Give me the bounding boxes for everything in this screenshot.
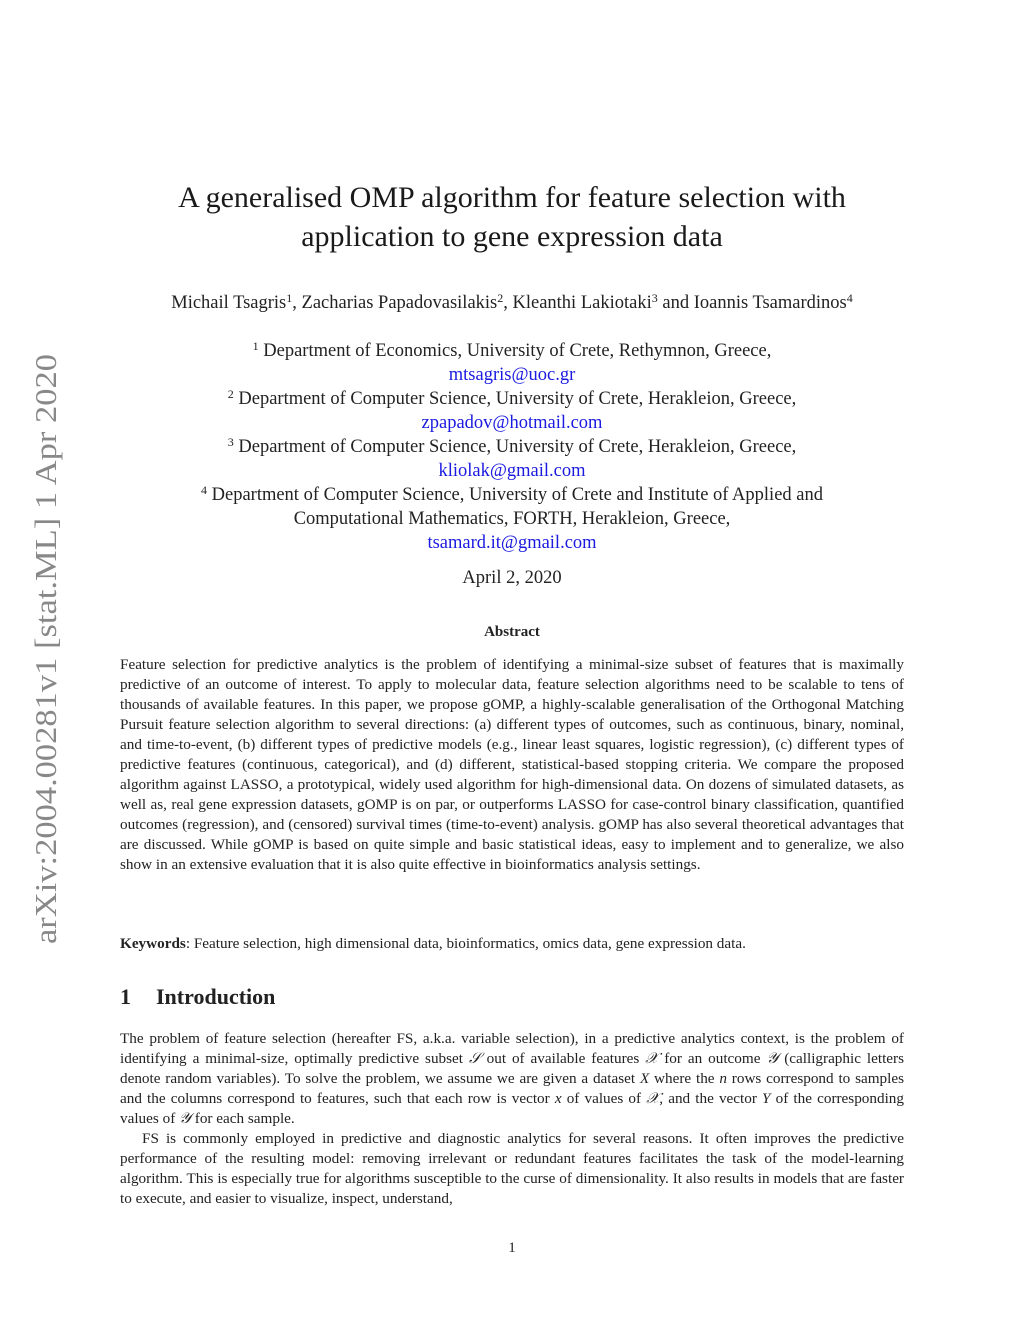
affiliation-text: Department of Computer Science, University of Crete, Herakleion, Greece, (233, 389, 797, 409)
affiliation-4 (100, 478, 924, 555)
intro-paragraph-1 (120, 1029, 904, 1129)
affiliation-sup: 4 (201, 483, 207, 497)
math-symbol: 𝒳 (645, 1050, 659, 1067)
affiliation-text: Department of Economics, University of Crete, Rethymnon, Greece, (258, 341, 772, 361)
affiliation-1 (100, 334, 924, 387)
para-text: for each sample. (190, 1110, 295, 1127)
math-symbol: 𝒴 (766, 1050, 779, 1067)
math-symbol: x (554, 1090, 562, 1107)
author-affil-sup: 1 (286, 291, 293, 305)
paper-title (100, 178, 924, 256)
math-symbol: X (639, 1070, 650, 1087)
affiliation-3 (100, 430, 924, 483)
math-symbol: 𝒳 (646, 1090, 660, 1107)
affiliation-text: Department of Computer Science, University of Crete, Herakleion, Greece, (233, 437, 797, 457)
para-text: (calligraphic letters denote random variables). To solve the problem, we assume we are given a dataset (120, 1050, 904, 1087)
author-affil-sup: 4 (846, 291, 853, 305)
para-text: out of available features (480, 1050, 646, 1067)
math-symbol: 𝒴 (179, 1110, 191, 1127)
intro-paragraph-2: FS is commonly employed in predictive and diagnostic analytics for several reasons. It often improves the predictive performance of the resulting model: removing irrelevant or redundant features facilitates the task of the model-learning algorithm. This is especially true for algorithms susceptible to the curse of dimensionality. It also results in models that are faster to execute, and easier to visualize, inspect, understand, (120, 1130, 904, 1207)
section-title: Introduction (156, 984, 276, 1009)
para-text: of the corresponding values of (120, 1090, 904, 1127)
para-text: for an outcome (658, 1050, 767, 1067)
para-text: The problem of feature selection (hereafter FS, a.k.a. variable selection), in a predictive analytics context, is the problem of identifying a minimal-size, optimally predictive subset (120, 1030, 904, 1067)
author-affil-sup: 2 (497, 291, 504, 305)
keywords-text: : Feature selection, high dimensional data, bioinformatics, omics data, gene expression data. (185, 935, 746, 952)
abstract-heading: Abstract (484, 624, 540, 640)
author-name: Ioannis Tsamardinos (693, 293, 847, 313)
affiliation-text: Department of Computer Science, University of Crete and Institute of Applied and (207, 485, 823, 505)
math-symbol: n (719, 1070, 727, 1087)
author-name: Zacharias Papadovasilakis (301, 293, 498, 313)
arxiv-stamp-text: arXiv:2004.00281v1 [stat.ML] 1 Apr 2020 (28, 413, 63, 944)
affiliation-text: Computational Mathematics, FORTH, Herakleion, Greece, (293, 509, 731, 529)
email-link[interactable]: zpapadov@hotmail.com (421, 413, 603, 433)
affiliation-sup: 1 (252, 339, 259, 353)
author-name: Michail Tsagris (171, 293, 287, 313)
math-symbol: Y (762, 1090, 771, 1107)
math-symbol: 𝒮 (468, 1050, 481, 1067)
author-list (80, 286, 944, 315)
abstract-text: Feature selection for predictive analytics is the problem of identifying a minimal-size subset of features that is maximally predictive of an outcome of interest. To apply to molecular data, feature selection algorithms need to be scalable to tens of thousands of available features. In this paper, we propose gOMP, a highly-scalable generalisation of the Orthogonal Matching Pursuit feature selection algorithm to several directions: (a) different types of outcomes, such as continuous, binary, nominal, and time-to-event, (b) different types of predictive models (e.g., linear least squares, logistic regression), (c) different types of predictive features (continuous, categorical), and (d) different, statistical-based stopping criteria. We compare the proposed algorithm against LASSO, a prototypical, widely used algorithm for high-dimensional data. On dozens of simulated datasets, as well as, real gene expression datasets, gOMP is on par, or outperforms LASSO for case-control binary classification, quantified outcomes (regression), and (censored) survival times (time-to-event) analysis. gOMP has also several theoretical advantages that are discussed. While gOMP is based on quite simple and basic statistical ideas, easy to implement and to generalize, we also show in an extensive evaluation that it is also quite effective in bioinformatics analysis settings. (120, 656, 904, 873)
author-affil-sup: 3 (651, 291, 658, 305)
email-link[interactable]: kliolak@gmail.com (438, 461, 586, 481)
keywords-label: Keywords (120, 935, 186, 952)
para-text: rows correspond to samples and the columns correspond to features, such that each row is vector (120, 1070, 905, 1107)
author-separator: and (657, 293, 694, 313)
author-separator: , (503, 293, 513, 313)
author-name: Kleanthi Lakiotaki (512, 293, 652, 313)
email-link[interactable]: tsamard.it@gmail.com (427, 533, 597, 553)
para-text: , and the vector (659, 1090, 763, 1107)
para-text: where the (649, 1070, 720, 1087)
affiliation-sup: 3 (227, 435, 234, 449)
title-line-1: A generalised OMP algorithm for feature selection with (178, 181, 846, 214)
section-heading (120, 984, 275, 1010)
affiliation-2 (100, 382, 924, 435)
section-number: 1 (120, 984, 131, 1009)
author-separator: , (292, 293, 302, 313)
affiliation-sup: 2 (227, 387, 234, 401)
para-text: of values of (561, 1090, 647, 1107)
email-link[interactable]: mtsagris@uoc.gr (448, 365, 576, 385)
keywords (120, 934, 904, 954)
title-line-2: application to gene expression data (301, 220, 723, 253)
paper-date: April 2, 2020 (462, 568, 562, 588)
arxiv-stamp (12, 352, 72, 952)
page-number: 1 (508, 1240, 516, 1256)
